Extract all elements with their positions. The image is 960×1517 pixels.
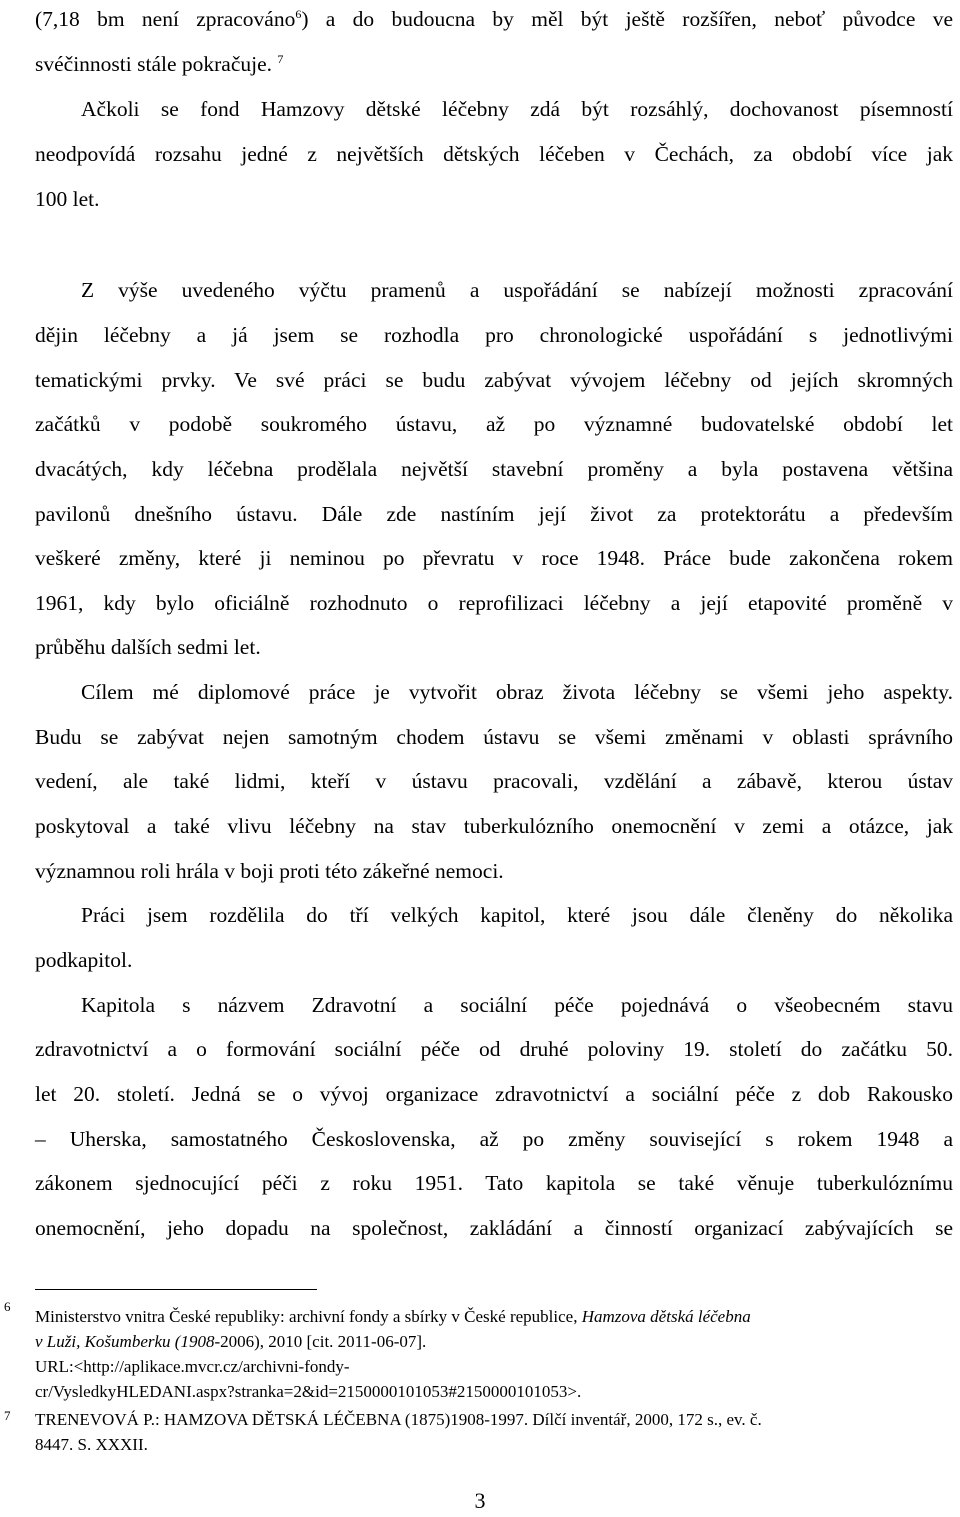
footnote-6: [35, 1306, 955, 1403]
body-line-1: (7,18 bm není zpracováno$^6$) a do budoucna by měl být ještě rozšířen, neboť původce ve: [35, 6, 953, 31]
footnote-7: [35, 1409, 955, 1456]
body-line-3: Ačkoli se fond Hamzovy dětské léčebny zdá být rozsáhlý, dochovanost písemností: [81, 97, 953, 121]
footnote-6-line-1: Ministerstvo vnitra České republiky: archivní fondy a sbírky v České republice, Hamzova dětská léčebna: [35, 1307, 751, 1326]
body-line-23: zdravotnictví a o formování sociální péče od druhé poloviny 19. století do začátku 50.: [35, 1037, 953, 1061]
body-line-8: tematickými prvky. Ve své práci se budu zabývat vývojem léčebny od jejích skromných: [35, 368, 953, 392]
body-line-13: 1961, kdy bylo oficiálně rozhodnuto o reprofilizaci léčebny a její etapovité proměně v: [35, 591, 953, 615]
footnote-ref-6[interactable]: 6: [295, 6, 302, 21]
body-line-12: veškeré změny, které ji neminou po převratu v roce 1948. Práce bude zakončena rokem: [35, 546, 953, 570]
body-line-20: Práci jsem rozdělila do tří velkých kapitol, které jsou dále členěny do několika: [81, 903, 953, 927]
body-line-9: začátků v podobě soukromého ústavu, až po významné budovatelské období let: [35, 412, 953, 436]
body-line-24: let 20. století. Jedná se o vývoj organizace zdravotnictví a sociální péče z dob Rakousko: [35, 1082, 953, 1106]
body-line-10: dvacátých, kdy léčebna prodělala největší stavební proměny a byla postavena většina: [35, 457, 953, 481]
footnote-7-line-2: 8447. S. XXXII.: [35, 1435, 148, 1454]
page-number: 3: [474, 1488, 486, 1513]
body-line-4: neodpovídá rozsahu jedné z největších dětských léčeben v Čechách, za období více jak: [35, 142, 953, 166]
body-line-6: Z výše uvedeného výčtu pramenů a uspořádání se nabízejí možnosti zpracování: [81, 278, 953, 302]
footnote-6-url-link-cont[interactable]: cr/VysledkyHLEDANI.aspx?stranka=2&id=2150000101053#2150000101053>.: [35, 1382, 582, 1401]
body-line-19: významnou roli hrála v boji proti této zákeřné nemoci.: [35, 859, 504, 883]
body-line-18: poskytoval a také vlivu léčebny na stav tuberkulózního onemocnění v zemi a otázce, jak: [35, 814, 953, 838]
footnote-6-url-link[interactable]: URL:<http://aplikace.mvcr.cz/archivni-fondy-: [35, 1357, 350, 1376]
body-line-25: – Uherska, samostatného Československa, až po změny související s rokem 1948 a: [35, 1127, 953, 1151]
body-line-22: Kapitola s názvem Zdravotní a sociální péče pojednává o všeobecném stavu: [81, 993, 953, 1017]
body-line-26: zákonem sjednocující péči z roku 1951. Tato kapitola se také věnuje tuberkulóznímu: [35, 1171, 953, 1195]
body-line-11: pavilonů dnešního ústavu. Dále zde nastíním její život za protektorátu a především: [35, 502, 953, 526]
body-line-16: Budu se zabývat nejen samotným chodem ústavu se všemi změnami v oblasti správního: [35, 725, 953, 749]
body-line-15: Cílem mé diplomové práce je vytvořit obraz života léčebny se všemi jeho aspekty.: [81, 680, 953, 704]
body-line-2: svéčinnosti stále pokračuje. $^7$: [35, 51, 284, 76]
footnote-7-number: 7: [4, 1408, 11, 1423]
body-line-17: vedení, ale také lidmi, kteří v ústavu pracovali, vzdělání a zábavě, kterou ústav: [35, 769, 953, 793]
body-line-27: onemocnění, jeho dopadu na společnost, zakládání a činností organizací zabývajících se: [35, 1216, 953, 1240]
body-line-7: dějin léčebny a já jsem se rozhodla pro chronologické uspořádání s jednotlivými: [35, 323, 953, 347]
body-line-5: 100 let.: [35, 187, 100, 211]
footnote-7-line-1: TRENEVOVÁ P.: HAMZOVA DĚTSKÁ LÉČEBNA (1875)1908-1997. Dílčí inventář, 2000, 172 s., ev. č.: [35, 1410, 762, 1429]
footnote-6-line-2: v Luži, Košumberku (1908-2006), 2010 [cit. 2011-06-07].: [35, 1332, 427, 1351]
footnote-separator: [35, 1289, 317, 1290]
footnote-ref-7[interactable]: 7: [277, 51, 284, 66]
body-line-14: průběhu dalších sedmi let.: [35, 635, 261, 659]
body-line-21: podkapitol.: [35, 948, 133, 972]
footnote-6-number: 6: [4, 1299, 11, 1314]
